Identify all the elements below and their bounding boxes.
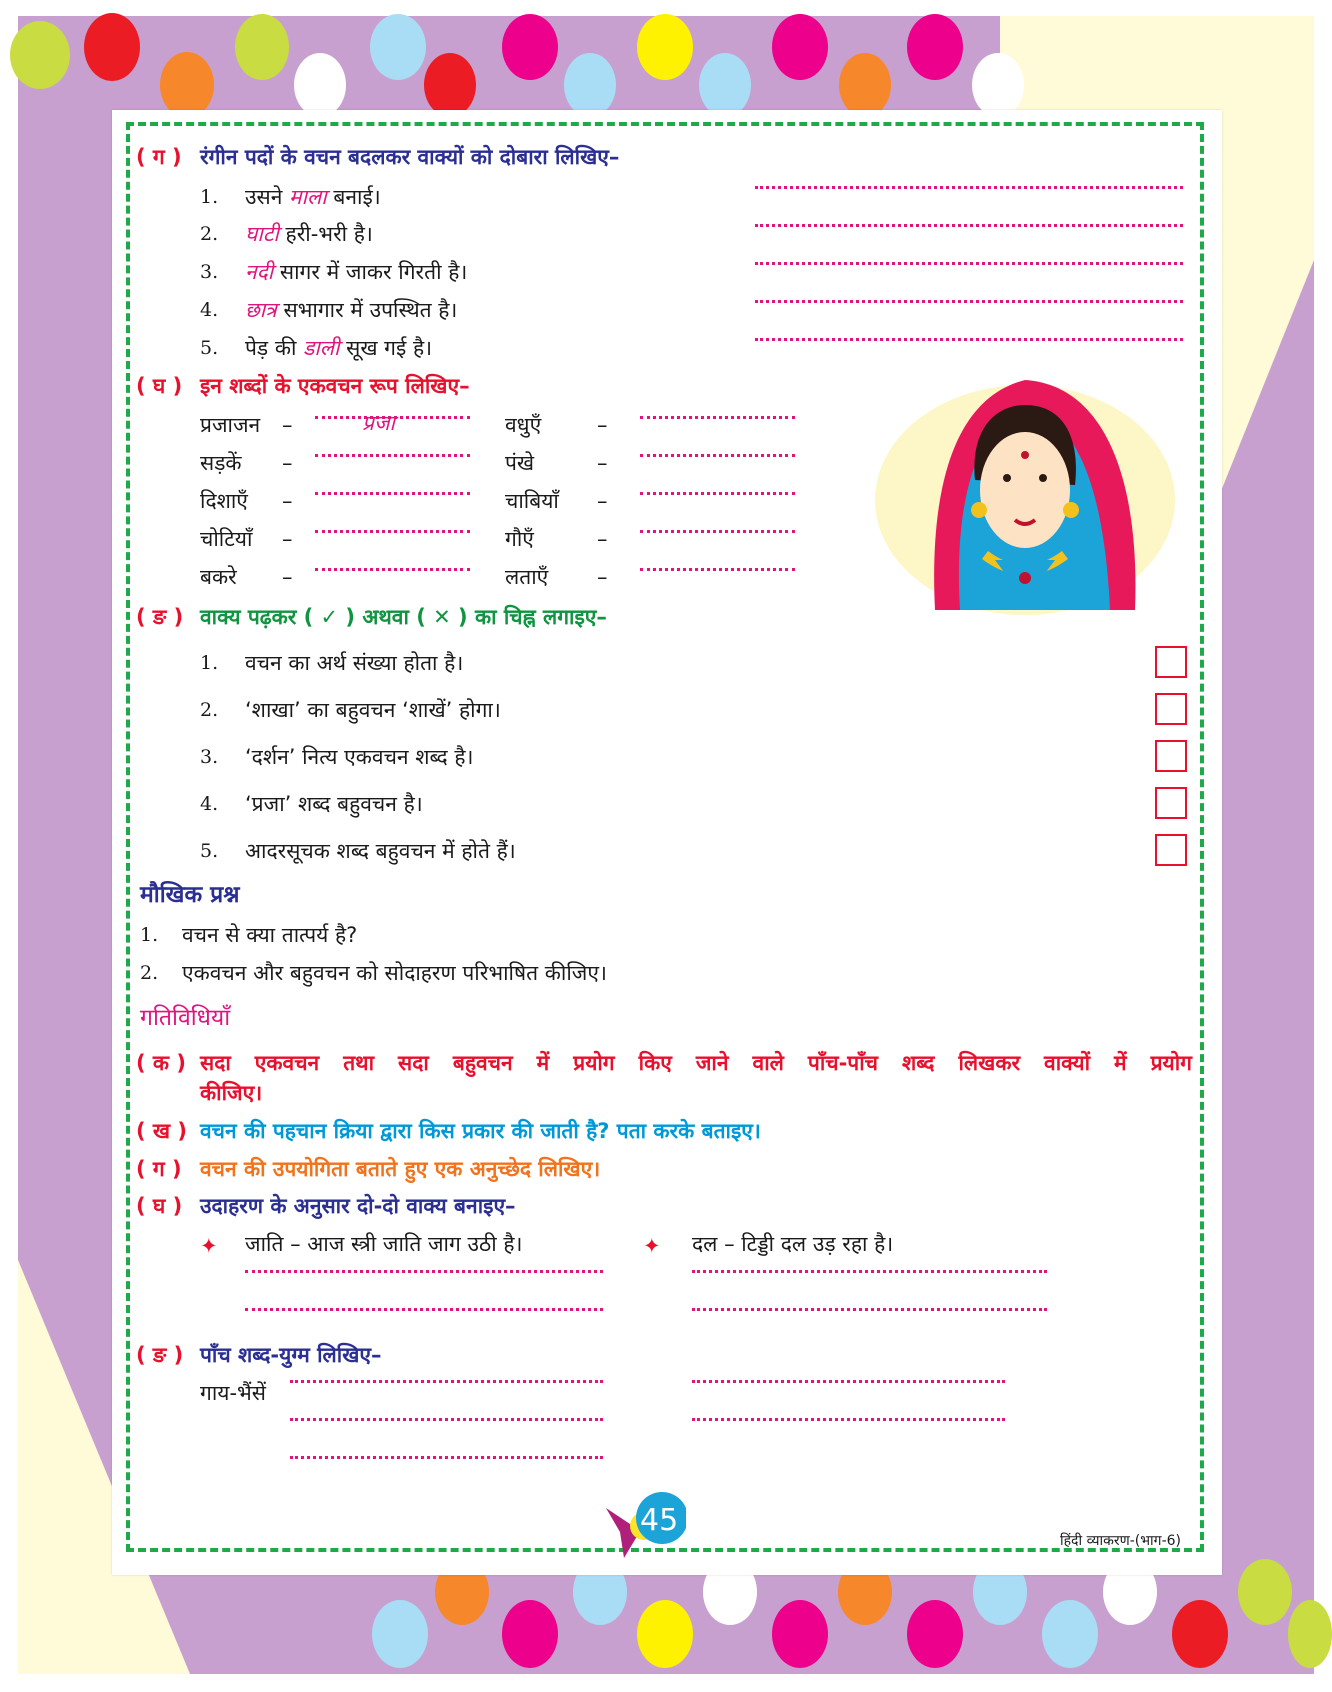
item-number: 3. (200, 746, 219, 768)
answer-line[interactable] (315, 416, 470, 419)
page-number: 45 (640, 1503, 679, 1538)
sample-answer: प्रजा (362, 411, 395, 435)
answer-line[interactable] (315, 568, 470, 571)
item-number: 2. (200, 223, 219, 245)
section-ng-heading: वाक्य पढ़कर ( ✓ ) अथवा ( ✕ ) का चिह्न लगाइए– (200, 605, 607, 629)
answer-line[interactable] (315, 492, 470, 495)
statement: ‘दर्शन’ नित्य एकवचन शब्द है। (245, 745, 474, 769)
sentence: पेड़ की डाली सूख गई है। (245, 336, 433, 360)
item-number: 1. (200, 186, 219, 208)
word: सड़कें (200, 451, 242, 475)
statement: आदरसूचक शब्द बहुवचन में होते हैं। (245, 839, 516, 863)
dash: – (282, 527, 293, 551)
tick-box[interactable] (1155, 646, 1187, 678)
dash: – (282, 451, 293, 475)
oral-question: एकवचन और बहुवचन को सोदाहरण परिभाषित कीजिए। (182, 961, 607, 985)
oral-questions-heading: मौखिक प्रश्न (140, 882, 240, 908)
word: चाबियाँ (505, 489, 559, 513)
tick-box[interactable] (1155, 834, 1187, 866)
answer-line[interactable] (640, 416, 795, 419)
answer-line[interactable] (290, 1418, 603, 1421)
answer-line[interactable] (245, 1270, 603, 1273)
answer-line[interactable] (290, 1380, 603, 1383)
tick-box[interactable] (1155, 693, 1187, 725)
statement: ‘शाखा’ का बहुवचन ‘शाखें’ होगा। (245, 698, 501, 722)
dash: – (597, 451, 608, 475)
section-g-label: ( ग ) (136, 145, 182, 169)
sentence: उसने माला बनाई। (245, 185, 381, 209)
item-number: 3. (200, 261, 219, 283)
example-sentence: जाति – आज स्त्री जाति जाग उठी है। (245, 1232, 523, 1256)
sentence: छात्र सभागार में उपस्थित है। (245, 298, 458, 322)
activity-gha-label: ( घ ) (136, 1194, 183, 1218)
answer-line[interactable] (245, 1308, 603, 1311)
answer-line[interactable] (692, 1308, 1047, 1311)
activity-ng-label: ( ङ ) (136, 1343, 184, 1367)
section-g-heading: रंगीन पदों के वचन बदलकर वाक्यों को दोबारा लिखिए– (200, 145, 620, 169)
word: बकरे (200, 565, 237, 589)
item-number: 2. (140, 962, 159, 984)
item-number: 5. (200, 337, 219, 359)
dash: – (282, 413, 293, 437)
dash: – (282, 489, 293, 513)
answer-line[interactable] (290, 1456, 603, 1459)
answer-line[interactable] (755, 186, 1183, 189)
statement: वचन का अर्थ संख्या होता है। (245, 651, 464, 675)
dash: – (597, 527, 608, 551)
statement: ‘प्रजा’ शब्द बहुवचन है। (245, 792, 423, 816)
item-number: 2. (200, 699, 219, 721)
activity-ka-line2: कीजिए। (200, 1081, 263, 1105)
answer-line[interactable] (640, 492, 795, 495)
section-gh-label: ( घ ) (136, 374, 183, 398)
word: गौएँ (505, 527, 534, 551)
woman-illustration (875, 360, 1175, 625)
answer-line[interactable] (692, 1380, 1005, 1383)
tick-box[interactable] (1155, 740, 1187, 772)
section-gh-heading: इन शब्दों के एकवचन रूप लिखिए– (200, 374, 470, 398)
answer-line[interactable] (640, 454, 795, 457)
answer-line[interactable] (692, 1270, 1047, 1273)
word: वधुएँ (505, 413, 542, 437)
activity-gha-text: उदाहरण के अनुसार दो-दो वाक्य बनाइए– (200, 1194, 516, 1218)
sentence: नदी सागर में जाकर गिरती है। (245, 260, 468, 284)
word: प्रजाजन (200, 413, 261, 437)
section-ng-label: ( ङ ) (136, 605, 184, 629)
star-bullet-icon: ✦ (200, 1234, 218, 1258)
activity-ga-text: वचन की उपयोगिता बताते हुए एक अनुच्छेद लिखिए। (200, 1157, 601, 1181)
answer-line[interactable] (755, 262, 1183, 265)
answer-line[interactable] (755, 300, 1183, 303)
answer-line[interactable] (315, 454, 470, 457)
activity-ka-label: ( क ) (136, 1051, 186, 1075)
activity-kha-label: ( ख ) (136, 1119, 187, 1143)
activities-heading: गतिविधियाँ (140, 1005, 231, 1031)
dash: – (597, 489, 608, 513)
answer-line[interactable] (315, 530, 470, 533)
oral-question: वचन से क्या तात्पर्य है? (182, 923, 358, 947)
item-number: 5. (200, 840, 219, 862)
example-word-pair: गाय-भैंसें (200, 1381, 266, 1405)
word: लताएँ (505, 565, 549, 589)
answer-line[interactable] (640, 530, 795, 533)
answer-line[interactable] (755, 224, 1183, 227)
activity-ka-line1: सदा एकवचन तथा सदा बहुवचन में प्रयोग किए जाने वाले पाँच-पाँच शब्द लिखकर वाक्यों में प्रयोग (200, 1051, 1192, 1075)
item-number: 4. (200, 299, 219, 321)
book-title: हिंदी व्याकरण-(भाग-6) (1060, 1533, 1181, 1549)
example-sentence: दल – टिड्डी दल उड़ रहा है। (692, 1232, 894, 1256)
item-number: 1. (140, 924, 159, 946)
dash: – (597, 565, 608, 589)
word: दिशाएँ (200, 489, 248, 513)
answer-line[interactable] (755, 338, 1183, 341)
word: चोटियाँ (200, 527, 253, 551)
item-number: 4. (200, 793, 219, 815)
item-number: 1. (200, 652, 219, 674)
activity-ga-label: ( ग ) (136, 1157, 182, 1181)
word: पंखे (505, 451, 535, 475)
activity-ng-text: पाँच शब्द-युग्म लिखिए– (200, 1343, 382, 1367)
tick-box[interactable] (1155, 787, 1187, 819)
dash: – (282, 565, 293, 589)
sentence: घाटी हरी-भरी है। (245, 222, 373, 246)
dash: – (597, 413, 608, 437)
answer-line[interactable] (640, 568, 795, 571)
answer-line[interactable] (692, 1418, 1005, 1421)
activity-kha-text: वचन की पहचान क्रिया द्वारा किस प्रकार की जाती है? पता करके बताइए। (200, 1119, 761, 1143)
star-bullet-icon: ✦ (643, 1234, 661, 1258)
